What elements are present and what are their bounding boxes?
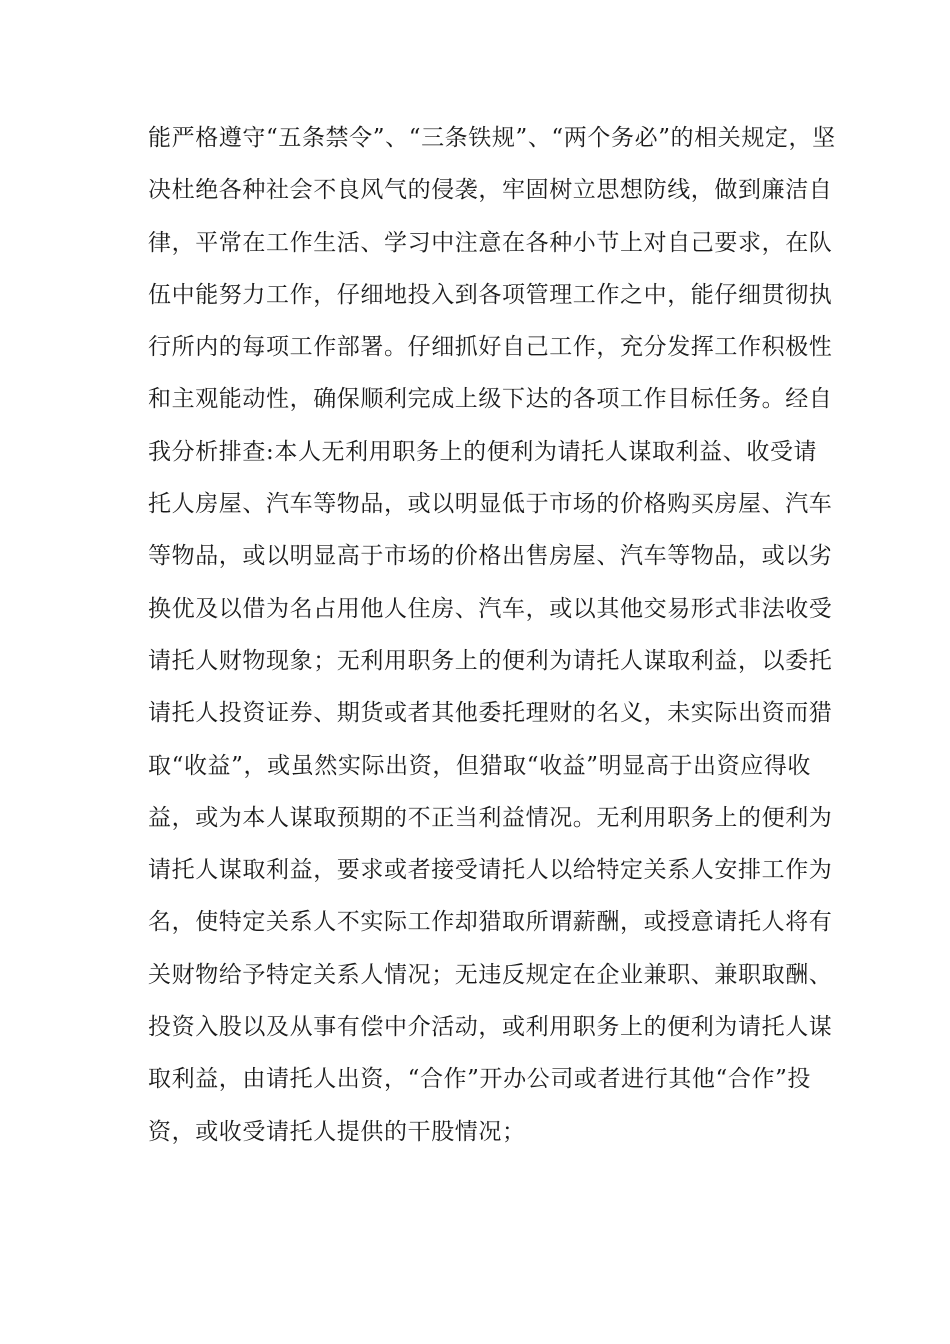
- text-line: 行所内的每项工作部署。仔细抓好自己工作，充分发挥工作积极性: [148, 334, 833, 361]
- text-line: 关财物给予特定关系人情况；无违反规定在企业兼职、兼职取酬、: [148, 961, 833, 988]
- text-line: 和主观能动性，确保顺利完成上级下达的各项工作目标任务。经自: [148, 386, 833, 413]
- text-line: 请托人谋取利益，要求或者接受请托人以给特定关系人安排工作为: [148, 857, 833, 884]
- text-line: 决杜绝各种社会不良风气的侵袭，牢固树立思想防线，做到廉洁自: [148, 177, 833, 204]
- text-line: 等物品，或以明显高于市场的价格出售房屋、汽车等物品，或以劣: [148, 543, 833, 570]
- text-line: 能严格遵守“五条禁令”、“三条铁规”、“两个务必”的相关规定，坚: [148, 125, 836, 151]
- text-line: 请托人投资证券、期货或者其他委托理财的名义，未实际出资而猎: [148, 700, 833, 727]
- text-line: 资，或收受请托人提供的干股情况；: [148, 1118, 526, 1145]
- body-paragraph: [148, 116, 836, 1162]
- text-line: 益，或为本人谋取预期的不正当利益情况。无利用职务上的便利为: [148, 804, 833, 831]
- text-line: 请托人财物现象；无利用职务上的便利为请托人谋取利益，以委托: [148, 647, 833, 674]
- text-line: 取“收益”，或虽然实际出资，但猎取“收益”明显高于出资应得收: [148, 752, 812, 779]
- text-line: 伍中能努力工作，仔细地投入到各项管理工作之中，能仔细贯彻执: [148, 281, 833, 308]
- text-line: 名，使特定关系人不实际工作却猎取所谓薪酬，或授意请托人将有: [148, 909, 833, 936]
- text-line: 律，平常在工作生活、学习中注意在各种小节上对自己要求，在队: [148, 229, 833, 256]
- text-line: 取利益，由请托人出资，“合作”开办公司或者进行其他“合作”投: [148, 1066, 812, 1093]
- text-line: 换优及以借为名占用他人住房、汽车，或以其他交易形式非法收受: [148, 595, 833, 622]
- text-line: 托人房屋、汽车等物品，或以明显低于市场的价格购买房屋、汽车: [148, 491, 833, 518]
- text-line: 投资入股以及从事有偿中介活动，或利用职务上的便利为请托人谋: [148, 1014, 833, 1041]
- text-line: 我分析排查:本人无利用职务上的便利为请托人谋取利益、收受请: [148, 438, 818, 465]
